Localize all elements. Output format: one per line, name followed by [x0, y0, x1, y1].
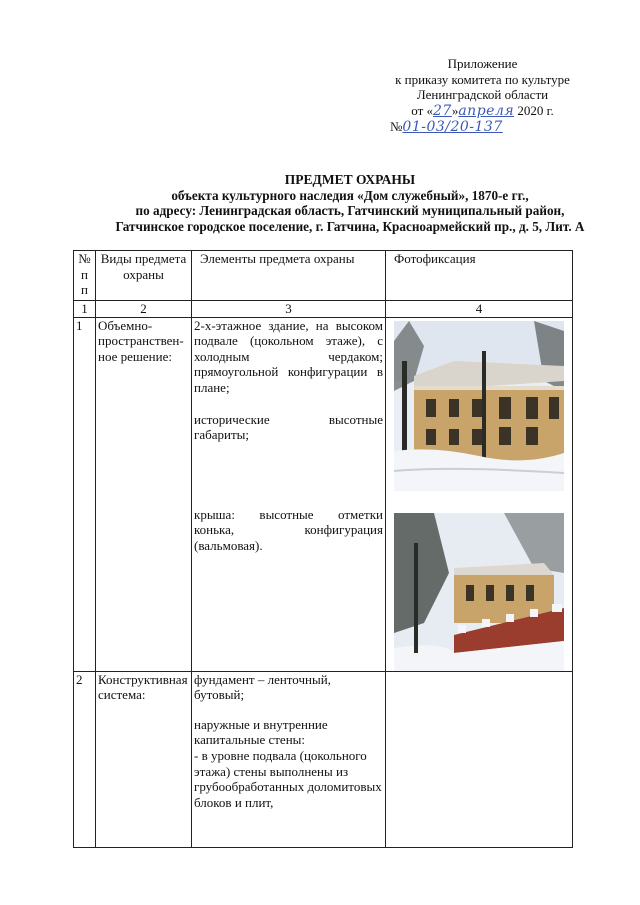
- title-address-2: Гатчинское городское поселение, г. Гатчина, Красноармейский пр., д. 5, Лит. А: [115, 218, 585, 234]
- row-elements: [192, 671, 386, 847]
- date-day-handwritten: 27: [433, 102, 452, 119]
- table-row: [74, 317, 573, 671]
- document-title: [60, 172, 640, 234]
- title-object: объекта культурного наследия «Дом служебный», 1870-е гг.,: [171, 187, 529, 203]
- building-photo-winter: [394, 321, 564, 491]
- number-handwritten: 01-03/20-137: [402, 119, 503, 135]
- column-number-1: 1: [74, 301, 96, 318]
- building-fence-photo-winter: [394, 513, 564, 671]
- row-kind: Объемно-пространствен-ное решение:: [96, 317, 192, 671]
- number-prefix: №: [390, 119, 403, 134]
- date-month-handwritten: апреля: [458, 102, 515, 119]
- row-kind: Конструктивная система:: [96, 671, 192, 847]
- order-attachment-header: [380, 56, 585, 136]
- title-main: ПРЕДМЕТ ОХРАНЫ: [284, 172, 416, 187]
- header-line-1: Приложение: [447, 56, 518, 71]
- order-number: [390, 119, 585, 136]
- row-photos: [386, 317, 573, 671]
- header-kind: Виды предмета охраны: [96, 251, 192, 301]
- column-number-3: 3: [192, 301, 386, 318]
- table-header-row: [74, 251, 573, 301]
- protection-table: [73, 250, 573, 848]
- element-item: наружные и внутренние капитальные стены:: [194, 716, 328, 748]
- row-number: 1: [74, 317, 96, 671]
- header-line-2: к приказу комитета по культуре: [395, 71, 570, 87]
- element-item: крыша: высотные отметки конька, конфигурация (вальмовая).: [194, 506, 383, 553]
- table-row: [74, 671, 573, 847]
- date-year: 2020 г.: [517, 102, 554, 118]
- element-item: 2-х-этажное здание, на высоком подвале (цокольном этаже), с холодным чердаком; прямоугольной конфигурации в плане;: [194, 317, 383, 395]
- date-mid: »: [451, 102, 459, 118]
- row-elements: [192, 317, 386, 671]
- header-elements: Элементы предмета охраны: [192, 251, 386, 301]
- row-photos-empty: [386, 671, 573, 847]
- table-number-row: [74, 301, 573, 318]
- element-item: фундамент – ленточный, бутовый;: [194, 671, 331, 703]
- column-number-4: 4: [386, 301, 573, 318]
- title-address-1: по адресу: Ленинградская область, Гатчинский муниципальный район,: [135, 203, 565, 218]
- header-number: № п п: [74, 251, 96, 301]
- row-number: 2: [74, 671, 96, 847]
- column-number-2: 2: [96, 301, 192, 318]
- element-item: исторические высотные габариты;: [194, 411, 383, 443]
- date-prefix: от «: [411, 102, 433, 118]
- header-line-3: Ленинградской области: [416, 87, 549, 102]
- header-photo: Фотофиксация: [386, 251, 573, 301]
- order-date: [380, 103, 585, 120]
- element-item: - в уровне подвала (цокольного этажа) стены выполнены из грубообработанных доломитовых блоков и плит,: [194, 747, 382, 810]
